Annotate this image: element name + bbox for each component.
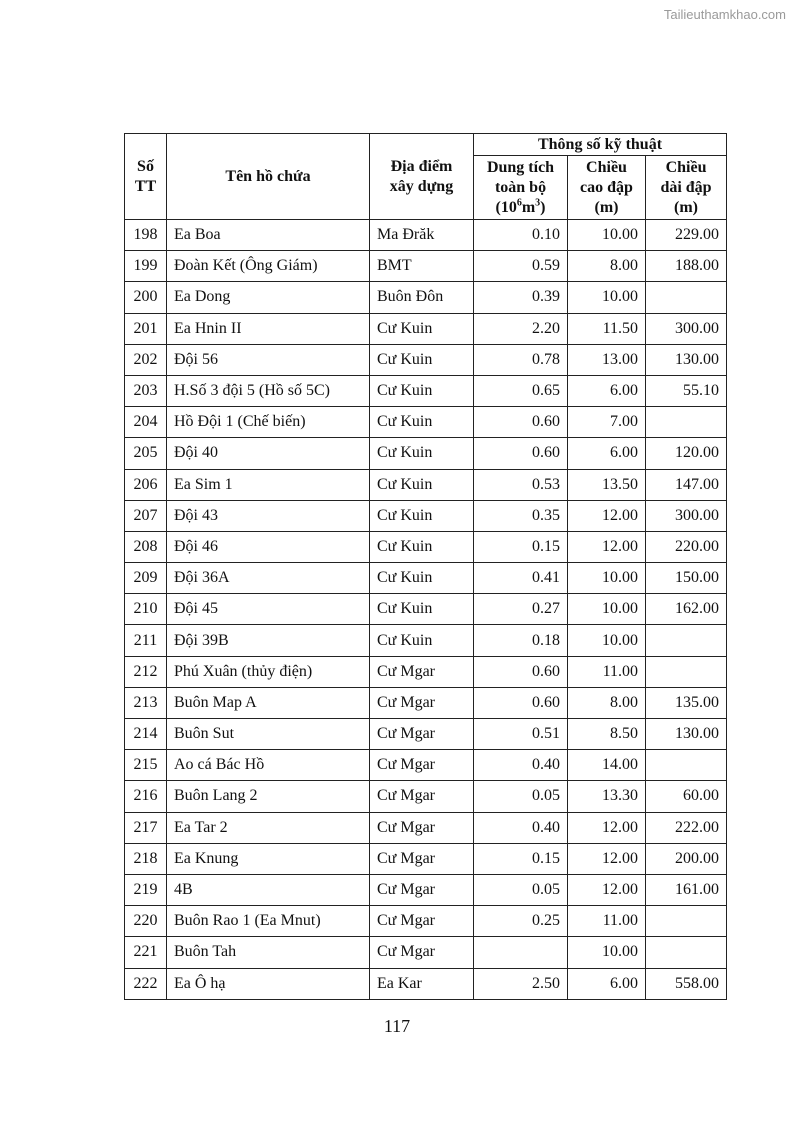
header-volume-line1: Dung tích <box>486 158 555 176</box>
watermark-text: Tailieuthamkhao.com <box>663 7 786 22</box>
cell-location: Ea Kar <box>370 968 474 999</box>
cell-no: 200 <box>125 282 167 313</box>
cell-location: BMT <box>370 251 474 282</box>
cell-location: Cư Mgar <box>370 906 474 937</box>
cell-location: Cư Kuin <box>370 531 474 562</box>
cell-no: 221 <box>125 937 167 968</box>
cell-name: Buôn Map A <box>167 687 370 718</box>
cell-height: 12.00 <box>568 874 646 905</box>
cell-length: 188.00 <box>646 251 727 282</box>
cell-name: Đội 43 <box>167 500 370 531</box>
table-row <box>125 719 727 750</box>
cell-length <box>646 750 727 781</box>
table-row <box>125 407 727 438</box>
cell-no: 213 <box>125 687 167 718</box>
cell-length: 162.00 <box>646 594 727 625</box>
table-row <box>125 812 727 843</box>
cell-length <box>646 906 727 937</box>
cell-no: 220 <box>125 906 167 937</box>
cell-volume: 0.25 <box>474 906 568 937</box>
cell-no: 219 <box>125 874 167 905</box>
cell-location: Ma Đrăk <box>370 220 474 251</box>
cell-length: 120.00 <box>646 438 727 469</box>
cell-length <box>646 282 727 313</box>
header-no-line1: Số <box>137 157 154 175</box>
cell-no: 210 <box>125 594 167 625</box>
cell-volume: 0.18 <box>474 625 568 656</box>
cell-height: 11.50 <box>568 313 646 344</box>
cell-name: Đội 46 <box>167 531 370 562</box>
cell-location: Cư Mgar <box>370 843 474 874</box>
cell-volume: 0.39 <box>474 282 568 313</box>
cell-height: 6.00 <box>568 968 646 999</box>
cell-volume: 0.35 <box>474 500 568 531</box>
table-row <box>125 874 727 905</box>
cell-location: Cư Mgar <box>370 937 474 968</box>
cell-volume: 2.50 <box>474 968 568 999</box>
cell-volume: 0.51 <box>474 719 568 750</box>
cell-no: 216 <box>125 781 167 812</box>
cell-length: 130.00 <box>646 344 727 375</box>
cell-volume: 0.65 <box>474 375 568 406</box>
cell-length: 200.00 <box>646 843 727 874</box>
cell-volume: 0.60 <box>474 687 568 718</box>
header-name: Tên hồ chứa <box>167 134 370 220</box>
cell-location: Cư Mgar <box>370 687 474 718</box>
cell-name: Đội 40 <box>167 438 370 469</box>
cell-location: Cư Kuin <box>370 594 474 625</box>
cell-volume: 0.05 <box>474 874 568 905</box>
cell-height: 11.00 <box>568 906 646 937</box>
table-row <box>125 531 727 562</box>
cell-length: 60.00 <box>646 781 727 812</box>
cell-name: Ea Sim 1 <box>167 469 370 500</box>
cell-length <box>646 656 727 687</box>
cell-no: 198 <box>125 220 167 251</box>
cell-name: Buôn Rao 1 (Ea Mnut) <box>167 906 370 937</box>
cell-no: 218 <box>125 843 167 874</box>
cell-height: 6.00 <box>568 375 646 406</box>
header-height <box>568 156 646 220</box>
cell-height: 10.00 <box>568 282 646 313</box>
cell-length <box>646 625 727 656</box>
cell-volume: 0.60 <box>474 656 568 687</box>
table-row <box>125 438 727 469</box>
cell-name: H.Số 3 đội 5 (Hồ số 5C) <box>167 375 370 406</box>
table-row <box>125 563 727 594</box>
cell-height: 10.00 <box>568 625 646 656</box>
cell-height: 12.00 <box>568 812 646 843</box>
cell-no: 214 <box>125 719 167 750</box>
cell-name: Đoàn Kết (Ông Giám) <box>167 251 370 282</box>
cell-name: Ea Boa <box>167 220 370 251</box>
cell-height: 10.00 <box>568 563 646 594</box>
table-row <box>125 220 727 251</box>
header-no <box>125 134 167 220</box>
header-location <box>370 134 474 220</box>
cell-length: 55.10 <box>646 375 727 406</box>
cell-volume: 0.40 <box>474 812 568 843</box>
cell-height: 8.00 <box>568 687 646 718</box>
cell-no: 202 <box>125 344 167 375</box>
cell-height: 6.00 <box>568 438 646 469</box>
cell-volume: 2.20 <box>474 313 568 344</box>
table-row <box>125 500 727 531</box>
cell-name: Ea Hnin II <box>167 313 370 344</box>
cell-location: Cư Mgar <box>370 750 474 781</box>
header-specs-group: Thông số kỹ thuật <box>474 134 727 156</box>
cell-no: 215 <box>125 750 167 781</box>
cell-location: Cư Kuin <box>370 407 474 438</box>
cell-location: Cư Kuin <box>370 500 474 531</box>
cell-no: 207 <box>125 500 167 531</box>
cell-name: Buôn Tah <box>167 937 370 968</box>
cell-location: Cư Mgar <box>370 781 474 812</box>
cell-volume: 0.40 <box>474 750 568 781</box>
cell-name: Ao cá Bác Hồ <box>167 750 370 781</box>
cell-location: Cư Kuin <box>370 625 474 656</box>
cell-length: 161.00 <box>646 874 727 905</box>
cell-volume: 0.60 <box>474 407 568 438</box>
cell-height: 12.00 <box>568 500 646 531</box>
header-volume-line2: toàn bộ <box>494 178 547 196</box>
cell-height: 13.30 <box>568 781 646 812</box>
header-volume <box>474 156 568 220</box>
cell-name: Hồ Đội 1 (Chế biến) <box>167 407 370 438</box>
cell-length: 220.00 <box>646 531 727 562</box>
cell-no: 212 <box>125 656 167 687</box>
cell-no: 205 <box>125 438 167 469</box>
table-row <box>125 906 727 937</box>
header-length <box>646 156 727 220</box>
cell-name: Đội 39B <box>167 625 370 656</box>
cell-volume: 0.78 <box>474 344 568 375</box>
header-height-unit: (m) <box>594 198 619 216</box>
header-length-unit: (m) <box>674 198 698 216</box>
cell-name: Ea Knung <box>167 843 370 874</box>
header-no-line2: TT <box>134 177 157 195</box>
cell-height: 11.00 <box>568 656 646 687</box>
cell-location: Cư Kuin <box>370 313 474 344</box>
cell-location: Cư Kuin <box>370 469 474 500</box>
cell-length: 150.00 <box>646 563 727 594</box>
cell-length: 222.00 <box>646 812 727 843</box>
cell-height: 14.00 <box>568 750 646 781</box>
cell-name: Buôn Sut <box>167 719 370 750</box>
header-length-line2: dài đập <box>660 178 712 196</box>
header-volume-unit: $(10^6m^3)$ <box>495 197 546 216</box>
table-row <box>125 594 727 625</box>
cell-no: 204 <box>125 407 167 438</box>
cell-length <box>646 937 727 968</box>
table-row <box>125 656 727 687</box>
table-row <box>125 781 727 812</box>
cell-height: 13.50 <box>568 469 646 500</box>
cell-no: 208 <box>125 531 167 562</box>
table-body <box>125 220 727 1000</box>
table-row <box>125 282 727 313</box>
cell-height: 8.00 <box>568 251 646 282</box>
cell-no: 206 <box>125 469 167 500</box>
cell-no: 211 <box>125 625 167 656</box>
cell-location: Cư Mgar <box>370 719 474 750</box>
cell-location: Cư Kuin <box>370 344 474 375</box>
cell-length: 229.00 <box>646 220 727 251</box>
cell-length: 300.00 <box>646 500 727 531</box>
cell-height: 10.00 <box>568 594 646 625</box>
cell-height: 7.00 <box>568 407 646 438</box>
table-row <box>125 469 727 500</box>
cell-length <box>646 407 727 438</box>
cell-height: 10.00 <box>568 937 646 968</box>
cell-location: Cư Mgar <box>370 812 474 843</box>
table-row <box>125 843 727 874</box>
cell-volume: 0.05 <box>474 781 568 812</box>
page-number: 117 <box>383 1016 411 1036</box>
cell-location: Cư Kuin <box>370 563 474 594</box>
cell-location: Buôn Đôn <box>370 282 474 313</box>
table-row <box>125 313 727 344</box>
cell-length: 130.00 <box>646 719 727 750</box>
table-row <box>125 937 727 968</box>
cell-no: 217 <box>125 812 167 843</box>
cell-location: Cư Mgar <box>370 656 474 687</box>
cell-no: 201 <box>125 313 167 344</box>
table-header <box>125 134 727 220</box>
cell-height: 10.00 <box>568 220 646 251</box>
cell-volume: 0.53 <box>474 469 568 500</box>
cell-length: 135.00 <box>646 687 727 718</box>
cell-location: Cư Mgar <box>370 874 474 905</box>
cell-volume: 0.41 <box>474 563 568 594</box>
cell-name: Đội 45 <box>167 594 370 625</box>
cell-no: 222 <box>125 968 167 999</box>
header-height-line2: cao đập <box>580 178 633 196</box>
reservoir-table <box>124 133 727 1000</box>
cell-no: 203 <box>125 375 167 406</box>
cell-volume: 0.27 <box>474 594 568 625</box>
table-row <box>125 251 727 282</box>
cell-name: 4B <box>167 874 370 905</box>
cell-volume: 0.15 <box>474 843 568 874</box>
cell-name: Ea Dong <box>167 282 370 313</box>
table-row <box>125 687 727 718</box>
cell-height: 12.00 <box>568 531 646 562</box>
cell-no: 209 <box>125 563 167 594</box>
table-row <box>125 750 727 781</box>
cell-height: 13.00 <box>568 344 646 375</box>
cell-volume: 0.10 <box>474 220 568 251</box>
table-row <box>125 625 727 656</box>
cell-name: Phú Xuân (thủy điện) <box>167 656 370 687</box>
table-row <box>125 344 727 375</box>
cell-name: Đội 56 <box>167 344 370 375</box>
cell-height: 8.50 <box>568 719 646 750</box>
cell-location: Cư Kuin <box>370 438 474 469</box>
header-location-line1: Địa điểm <box>390 157 453 175</box>
cell-no: 199 <box>125 251 167 282</box>
cell-length: 147.00 <box>646 469 727 500</box>
table-row <box>125 375 727 406</box>
cell-height: 12.00 <box>568 843 646 874</box>
cell-volume: 0.15 <box>474 531 568 562</box>
cell-volume <box>474 937 568 968</box>
cell-length: 300.00 <box>646 313 727 344</box>
cell-name: Đội 36A <box>167 563 370 594</box>
cell-length: 558.00 <box>646 968 727 999</box>
cell-name: Ea Tar 2 <box>167 812 370 843</box>
cell-volume: 0.59 <box>474 251 568 282</box>
cell-name: Ea Ô hạ <box>167 968 370 999</box>
table-row <box>125 968 727 999</box>
header-length-line1: Chiều <box>665 158 707 176</box>
cell-location: Cư Kuin <box>370 375 474 406</box>
cell-volume: 0.60 <box>474 438 568 469</box>
cell-name: Buôn Lang 2 <box>167 781 370 812</box>
header-height-line1: Chiều <box>586 158 627 176</box>
header-location-line2: xây dựng <box>389 177 454 195</box>
